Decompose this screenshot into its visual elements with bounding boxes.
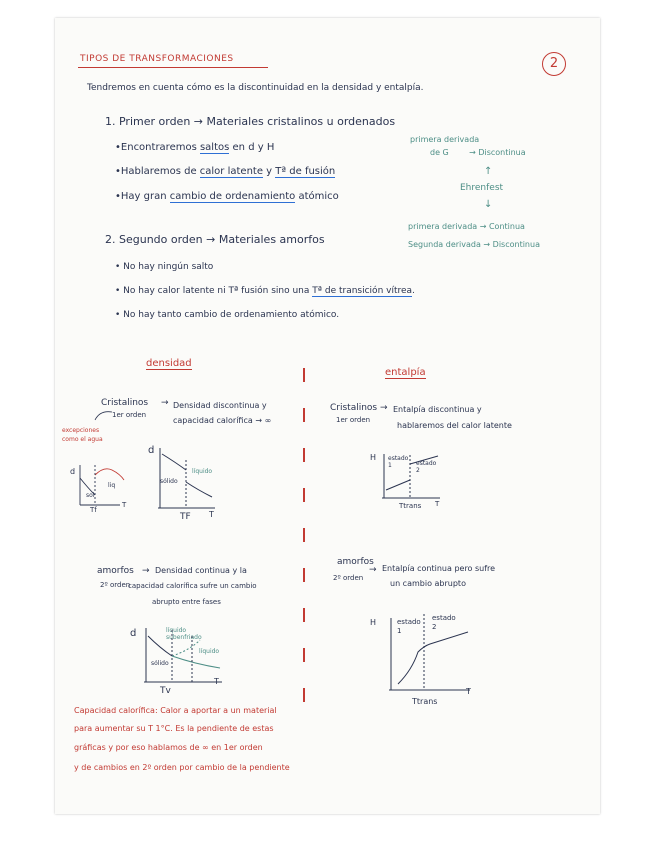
excepcion-arrow	[95, 412, 112, 420]
page-title: TIPOS DE TRANSFORMACIONES	[80, 54, 234, 64]
dens-cristalinos-order: 1er orden	[112, 411, 147, 419]
ent-graph-y-label: H	[370, 453, 377, 462]
ent2-graph-tick: Ttrans	[412, 697, 438, 706]
ehrenfest-name: Ehrenfest	[460, 183, 504, 193]
ehrenfest-line3: primera derivada → Continua	[408, 222, 525, 231]
segundo-orden-heading: 2. Segundo orden → Materiales amorfos	[105, 233, 325, 246]
excepcion-agua-note: excepciones como el agua	[62, 427, 103, 443]
dens2-graph-x-label: T	[214, 677, 219, 686]
dens-graph-x-label: T	[209, 510, 214, 519]
page-number: 2	[542, 52, 566, 76]
dens2-graph-l2: sólido	[151, 660, 169, 667]
small-graph-l2: liq	[108, 482, 116, 489]
dens-graph-l1: sólido	[160, 478, 178, 485]
small-graph-y-label: d	[70, 467, 76, 476]
dens-amorfos-order: 2º orden	[100, 581, 131, 589]
ent2-graph-l2: estado 2	[432, 614, 456, 631]
ent-amorfos-arrow: →	[369, 565, 377, 575]
entalpia-title: entalpía	[385, 367, 426, 378]
ent-graph-cristalinos	[382, 454, 440, 498]
ent-graph-amorfos	[389, 614, 470, 690]
nota-line-4: y de cambios en 2º orden por cambio de la pendiente	[74, 763, 290, 772]
dens-graph-y-label: d	[148, 445, 155, 456]
up-arrow: ↑	[484, 166, 493, 177]
dens-cristalinos-line1: Densidad discontinua y	[173, 401, 267, 410]
ent-graph-tick: Ttrans	[399, 502, 422, 510]
down-arrow: ↓	[484, 199, 493, 210]
dens-graph-tick: TF	[180, 512, 191, 522]
dens-amorfos-line3: abrupto entre fases	[152, 598, 221, 606]
ent2-graph-l1: estado 1	[397, 618, 421, 635]
ent-graph-l1: estado 1	[388, 455, 409, 469]
bullet-calor-latente: •Hablaremos de calor latente y Tª de fusión	[115, 166, 336, 177]
bullet-saltos: •Encontraremos saltos en d y H	[115, 142, 275, 153]
dens-amorfos-label: amorfos	[97, 566, 134, 576]
ent-cristalinos-order: 1er orden	[336, 416, 371, 424]
dens-amorfos-line2: capacidad calorífica sufre un cambio	[128, 582, 257, 590]
small-graph-tick: Tf	[90, 506, 97, 514]
ent-cristalinos-label: Cristalinos	[330, 403, 378, 413]
dens-cristalinos-line2: capacidad calorífica → ∞	[173, 416, 272, 425]
bullet-ordenamiento: •Hay gran cambio de ordenamiento atómico	[115, 191, 339, 202]
dens-amorfos-arrow: →	[142, 566, 150, 576]
ent-graph-l2: estado 2	[416, 460, 437, 474]
dens-graph-amorfos	[144, 628, 222, 682]
dens2-graph-tick: Tv	[160, 686, 171, 696]
ent-cristalinos-arrow: →	[380, 403, 388, 413]
ent2-graph-x-label: T	[466, 687, 471, 696]
small-density-graph	[80, 465, 124, 505]
ehrenfest-line2: de G → Discontinua	[430, 148, 526, 157]
ehrenfest-line1: primera derivada	[410, 135, 480, 144]
ent-cristalinos-line2: hablaremos del calor latente	[397, 421, 512, 430]
ent-amorfos-line1: Entalpía continua pero sufre	[382, 564, 496, 573]
ent2-graph-y-label: H	[370, 618, 377, 627]
dens-graph-l2: líquido	[192, 468, 213, 475]
small-graph-x-label: T	[122, 501, 127, 509]
dens-graph-cristalinos	[158, 448, 215, 508]
dens2-graph-y-label: d	[130, 628, 137, 639]
ent-cristalinos-line1: Entalpía discontinua y	[393, 405, 482, 414]
dens2-graph-l3: líquido	[199, 648, 220, 655]
nota-line-3: gráficas y por eso hablamos de ∞ en 1er orden	[74, 743, 263, 752]
intro-text: Tendremos en cuenta cómo es la discontinuidad en la densidad y entalpía.	[87, 83, 424, 93]
dens-cristalinos-label: Cristalinos	[101, 398, 149, 408]
ent-amorfos-label: amorfos	[337, 557, 374, 567]
primer-orden-heading: 1. Primer orden → Materiales cristalinos u ordenados	[105, 115, 396, 128]
bullet-transicion-vitrea: • No hay calor latente ni Tª fusión sino una Tª de transición vítrea.	[115, 286, 415, 296]
dens2-graph-l1: líquido subenfriado	[166, 627, 202, 641]
nota-line-2: para aumentar su T 1°C. Es la pendiente de estas	[74, 724, 274, 733]
dens-amorfos-line1: Densidad continua y la	[155, 566, 247, 575]
ehrenfest-line4: Segunda derivada → Discontinua	[408, 240, 540, 249]
bullet-tanto-cambio: • No hay tanto cambio de ordenamiento atómico.	[115, 310, 340, 320]
ent-amorfos-order: 2º orden	[333, 574, 364, 582]
densidad-title: densidad	[146, 358, 192, 369]
small-graph-l1: sol	[86, 492, 95, 499]
bullet-ningun-salto: • No hay ningún salto	[115, 262, 214, 272]
ent-amorfos-line2: un cambio abrupto	[390, 579, 466, 588]
nota-line-1: Capacidad calorífica: Calor a aportar a un material	[74, 706, 277, 715]
dens-cristalinos-arrow: →	[161, 398, 169, 408]
ent-graph-x-label: T	[435, 500, 440, 508]
